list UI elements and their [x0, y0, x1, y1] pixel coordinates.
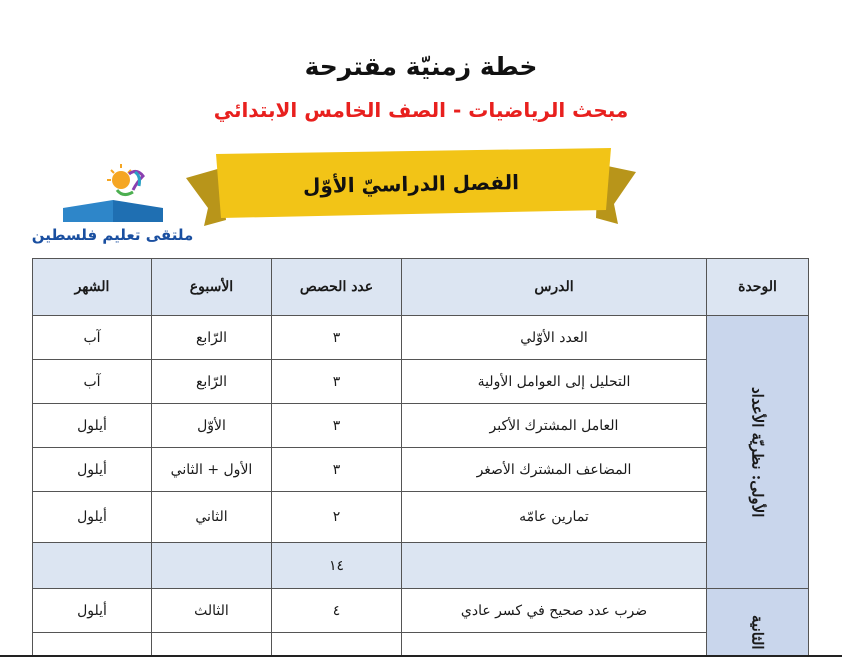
book-sun-icon	[55, 160, 170, 225]
unit-label-second: الثانية	[748, 615, 767, 650]
lesson-cell: التحليل إلى العوامل الأولية	[402, 360, 707, 404]
logo	[30, 160, 195, 250]
header-lesson: الدرس	[402, 259, 707, 316]
document-title: خطة زمنيّة مقترحة	[304, 52, 538, 81]
week-cell: الأول + الثاني	[152, 448, 272, 492]
lesson-cell: العامل المشترك الأكبر	[402, 404, 707, 448]
lesson-cell: ضرب عدد صحيح في كسر عادي	[402, 589, 707, 633]
total-week-cell	[152, 543, 272, 589]
table-row	[33, 589, 809, 633]
week-cell: الرّابع	[152, 360, 272, 404]
logo-text: ملتقى تعليم فلسطين	[31, 226, 194, 244]
periods-cell: ٣	[272, 360, 402, 404]
total-row	[33, 543, 809, 589]
table-row	[33, 316, 809, 360]
unit-cell-first	[707, 316, 809, 589]
week-cell: الثالث	[152, 589, 272, 633]
lesson-cell: العدد الأوّلي	[402, 316, 707, 360]
lesson-cell: تمارين عامّه	[402, 492, 707, 543]
month-cell: آب	[33, 360, 152, 404]
unit-label-first: الأولى: نظريّة الأعداد	[748, 386, 767, 518]
periods-cell: ٣	[272, 448, 402, 492]
total-month-cell	[33, 543, 152, 589]
table-row	[33, 448, 809, 492]
total-periods-cell: ١٤	[272, 543, 402, 589]
month-cell: أيلول	[33, 492, 152, 543]
week-cell: الثاني	[152, 492, 272, 543]
month-cell: أيلول	[33, 448, 152, 492]
month-cell: آب	[33, 316, 152, 360]
table-row	[33, 360, 809, 404]
periods-cell: ٣	[272, 316, 402, 360]
document-subtitle: مبحث الرياضيات - الصف الخامس الابتدائي	[213, 98, 629, 122]
periods-cell: ٤	[272, 589, 402, 633]
schedule-table	[32, 258, 809, 659]
table-header-row	[33, 259, 809, 316]
unit-cell-second	[707, 589, 809, 659]
semester-banner	[186, 148, 636, 230]
total-lesson-cell	[402, 543, 707, 589]
header-unit: الوحدة	[707, 259, 809, 316]
periods-cell: ٣	[272, 404, 402, 448]
week-cell: الأوّل	[152, 404, 272, 448]
header-month: الشهر	[33, 259, 152, 316]
table-row	[33, 404, 809, 448]
lesson-cell: المضاعف المشترك الأصغر	[402, 448, 707, 492]
header-periods: عدد الحصص	[272, 259, 402, 316]
month-cell: أيلول	[33, 589, 152, 633]
page-bottom-edge	[0, 655, 842, 657]
week-cell: الرّابع	[152, 316, 272, 360]
table-row	[33, 492, 809, 543]
month-cell: أيلول	[33, 404, 152, 448]
header-week: الأسبوع	[152, 259, 272, 316]
banner-title: الفصل الدراسيّ الأوّل	[302, 170, 520, 198]
periods-cell: ٢	[272, 492, 402, 543]
